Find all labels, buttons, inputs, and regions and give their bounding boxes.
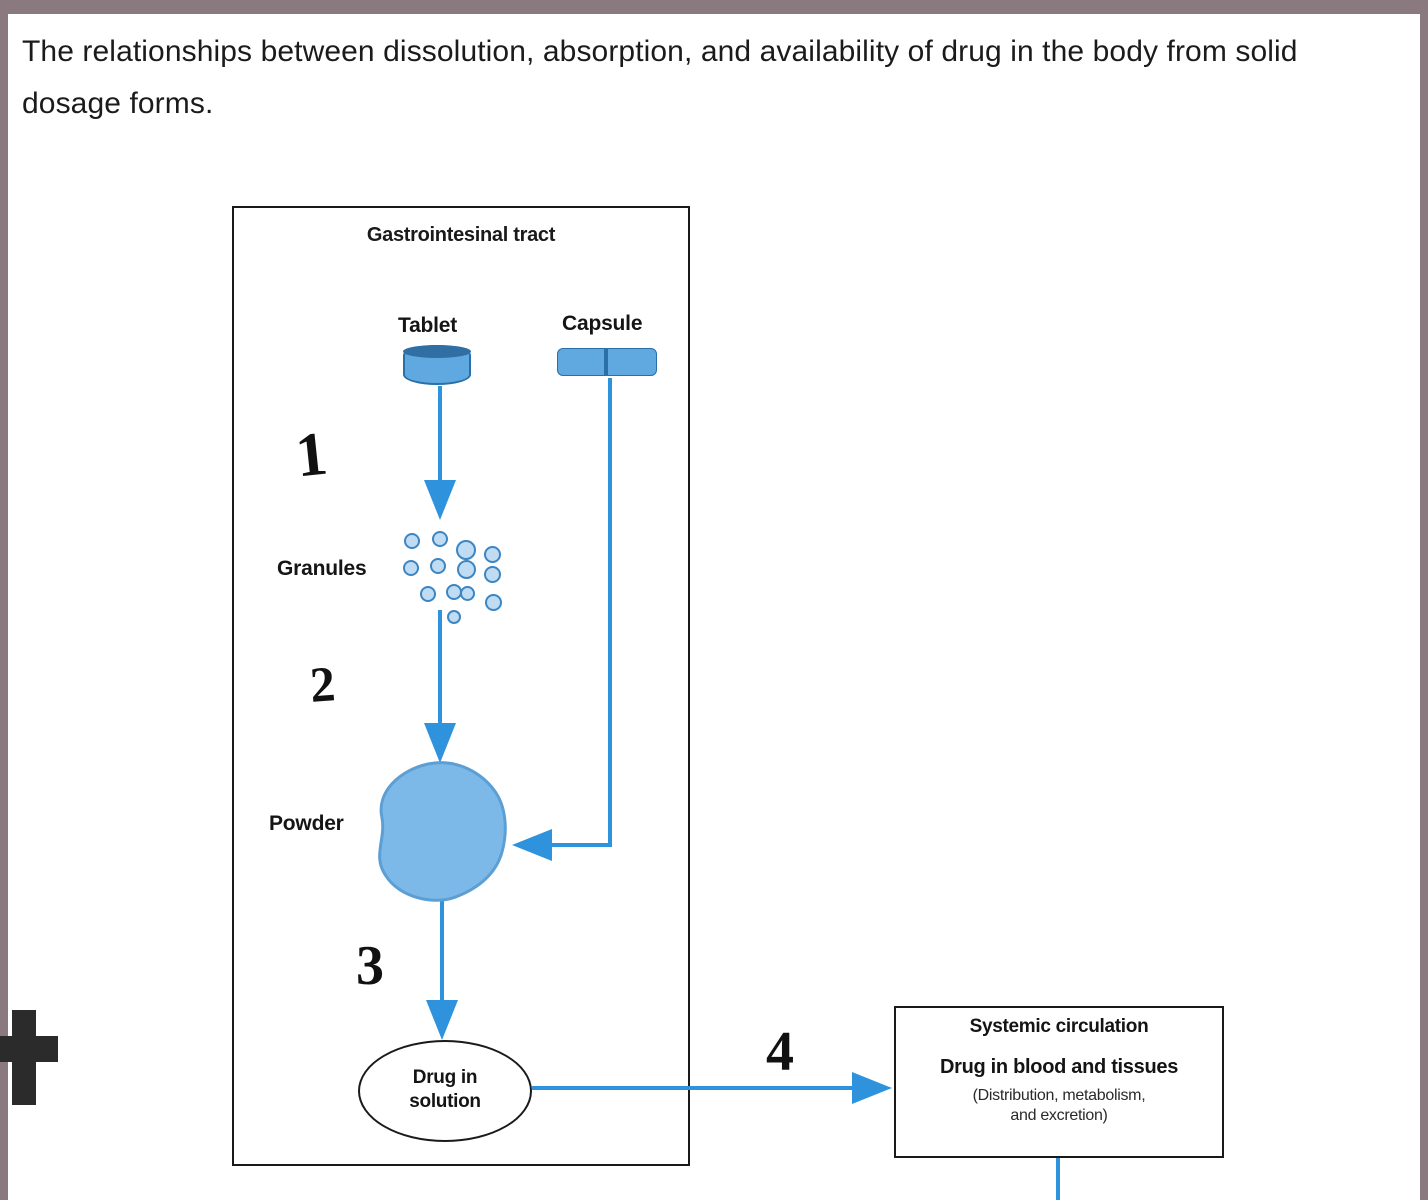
granule-icon (432, 531, 448, 547)
granule-icon (403, 560, 419, 576)
systemic-circulation-main: Drug in blood and tissues (939, 1056, 1179, 1078)
drug-in-solution-label (358, 1066, 532, 1114)
granules-label: Granules (277, 557, 367, 580)
granule-icon (404, 533, 420, 549)
drug-in-solution-line2: solution (409, 1090, 481, 1112)
powder-label: Powder (269, 812, 344, 835)
step-number-2: 2 (308, 655, 337, 713)
systemic-sub-line1: (Distribution, metabolism, (972, 1087, 1146, 1104)
granule-icon (484, 546, 501, 563)
step-number-3: 3 (356, 935, 384, 997)
tablet-label: Tablet (398, 314, 458, 337)
systemic-circulation-title: Systemic circulation (969, 1016, 1149, 1037)
gi-tract-title: Gastrointesinal tract (366, 224, 556, 246)
step-number-4: 4 (766, 1021, 794, 1083)
granule-icon (447, 610, 461, 624)
step-number-1: 1 (292, 419, 331, 491)
drug-in-solution-line1: Drug in (412, 1067, 478, 1088)
granule-icon (485, 594, 502, 611)
text-cursor-icon-bar (0, 1036, 58, 1062)
granule-icon (460, 586, 475, 601)
systemic-circulation-sub (894, 1086, 1224, 1126)
capsule-label: Capsule (562, 312, 643, 335)
granule-icon (457, 560, 476, 579)
window-right-border (1420, 0, 1428, 1200)
slide-heading: The relationships between dissolution, absorption, and availability of drug in the body from solid dosage forms. (22, 35, 1298, 120)
granule-icon (430, 558, 446, 574)
window-top-border (0, 0, 1428, 14)
window-left-border (0, 0, 8, 1200)
granule-icon (484, 566, 501, 583)
capsule-split-icon (604, 348, 608, 376)
systemic-sub-line2: and excretion) (1010, 1107, 1108, 1124)
tablet-top-icon (403, 345, 471, 358)
granule-icon (456, 540, 476, 560)
granule-icon (420, 586, 436, 602)
